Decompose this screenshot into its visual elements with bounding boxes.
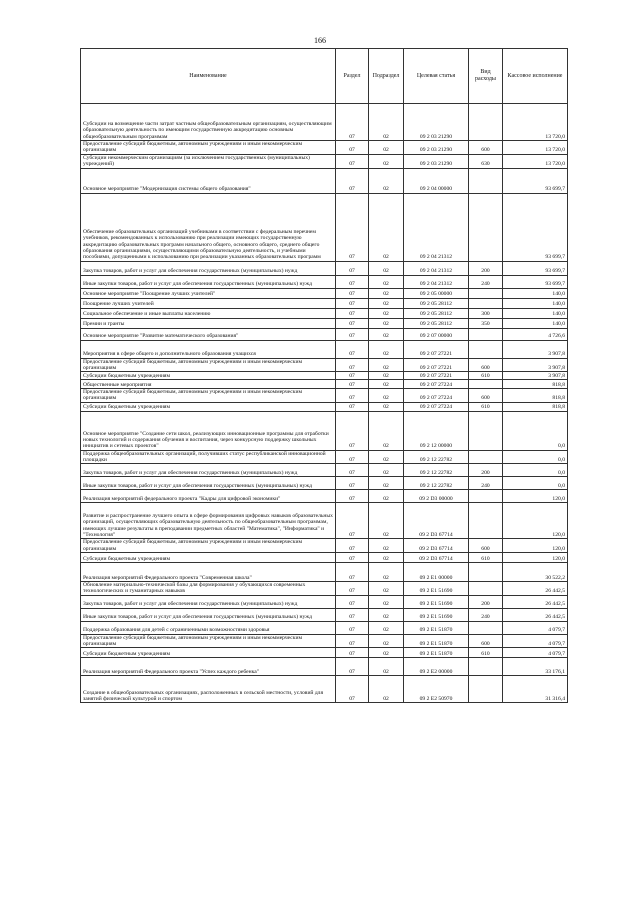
row-amount: 93 699,7 bbox=[503, 261, 568, 275]
row-name: Субсидии бюджетным учреждениям bbox=[81, 402, 336, 411]
header-name: Наименование bbox=[81, 49, 336, 104]
row-target: 09 2 07 27224 bbox=[404, 402, 469, 411]
table-row bbox=[81, 154, 568, 168]
row-exp-type bbox=[469, 193, 503, 261]
row-subsection: 02 bbox=[369, 372, 404, 380]
row-exp-type: 610 bbox=[469, 372, 503, 380]
row-amount: 4 079,7 bbox=[503, 648, 568, 658]
row-subsection: 02 bbox=[369, 168, 404, 193]
row-amount: 818,8 bbox=[503, 380, 568, 389]
row-amount: 26 442,5 bbox=[503, 581, 568, 595]
table-row bbox=[81, 658, 568, 676]
table-row bbox=[81, 608, 568, 621]
row-exp-type: 300 bbox=[469, 308, 503, 318]
row-exp-type bbox=[469, 562, 503, 581]
header-amount: Кассовое исполнение bbox=[503, 49, 568, 104]
table-row bbox=[81, 411, 568, 450]
row-name: Обеспечение образовательных организаций учебниками в соответствии с федеральным перечнем учебников, рекомендованных к использованию при реализации имеющих государственную аккредитацию образовательных программ начального общего, основного общего, среднего общего образования организациями, осуществляющими образовательную деятельность, и учебными пособиями, допущенными к использованию при реализации указанных образовательных программ bbox=[81, 193, 336, 261]
row-subsection: 02 bbox=[369, 450, 404, 464]
row-exp-type bbox=[469, 581, 503, 595]
row-amount: 140,0 bbox=[503, 298, 568, 308]
table-row bbox=[81, 288, 568, 298]
row-target: 09 2 12 00000 bbox=[404, 411, 469, 450]
row-exp-type: 610 bbox=[469, 648, 503, 658]
table-row bbox=[81, 141, 568, 155]
row-amount: 33 176,1 bbox=[503, 658, 568, 676]
row-target: 09 2 03 21290 bbox=[404, 141, 469, 155]
row-amount: 3 907,8 bbox=[503, 358, 568, 372]
row-section: 07 bbox=[336, 450, 369, 464]
row-section: 07 bbox=[336, 358, 369, 372]
row-target: 09 2 03 21290 bbox=[404, 104, 469, 141]
row-section: 07 bbox=[336, 552, 369, 562]
row-target: 09 2 03 21290 bbox=[404, 154, 469, 168]
table-row bbox=[81, 389, 568, 403]
row-amount: 4 079,7 bbox=[503, 621, 568, 634]
row-target: 09 2 E1 00000 bbox=[404, 562, 469, 581]
row-exp-type bbox=[469, 411, 503, 450]
row-section: 07 bbox=[336, 308, 369, 318]
row-subsection: 02 bbox=[369, 676, 404, 703]
row-subsection: 02 bbox=[369, 193, 404, 261]
row-target: 09 2 05 28112 bbox=[404, 298, 469, 308]
row-section: 07 bbox=[336, 464, 369, 477]
row-section: 07 bbox=[336, 539, 369, 553]
row-name: Поощрение лучших учителей bbox=[81, 298, 336, 308]
row-amount: 93 699,7 bbox=[503, 168, 568, 193]
table-row bbox=[81, 328, 568, 340]
row-exp-type bbox=[469, 168, 503, 193]
table-row bbox=[81, 581, 568, 595]
row-subsection: 02 bbox=[369, 275, 404, 288]
row-amount: 4 079,7 bbox=[503, 634, 568, 648]
table-body bbox=[81, 104, 568, 703]
row-amount: 120,0 bbox=[503, 490, 568, 503]
row-subsection: 02 bbox=[369, 477, 404, 490]
row-target: 09 2 D3 67714 bbox=[404, 552, 469, 562]
row-exp-type: 600 bbox=[469, 389, 503, 403]
row-target: 09 2 12 22782 bbox=[404, 477, 469, 490]
row-name: Субсидии некоммерческим организациям (за исключением государственных (муниципальных) учреждений) bbox=[81, 154, 336, 168]
row-subsection: 02 bbox=[369, 608, 404, 621]
table-row bbox=[81, 340, 568, 358]
table-row bbox=[81, 275, 568, 288]
row-section: 07 bbox=[336, 168, 369, 193]
row-exp-type: 240 bbox=[469, 275, 503, 288]
header-subsection: Подраздел bbox=[369, 49, 404, 104]
row-amount: 140,0 bbox=[503, 318, 568, 328]
row-target: 09 2 12 22782 bbox=[404, 450, 469, 464]
row-target: 09 2 E1 51870 bbox=[404, 621, 469, 634]
row-section: 07 bbox=[336, 621, 369, 634]
row-exp-type: 600 bbox=[469, 634, 503, 648]
row-exp-type bbox=[469, 328, 503, 340]
table-row bbox=[81, 490, 568, 503]
row-amount: 31 316,4 bbox=[503, 676, 568, 703]
row-subsection: 02 bbox=[369, 552, 404, 562]
table-header-row bbox=[81, 49, 568, 104]
row-name: Предоставление субсидий бюджетным, автономным учреждениям и иным некоммерческим организациям bbox=[81, 634, 336, 648]
row-name: Обновление материально-технической базы для формирования у обучающихся современных технологических и гуманитарных навыков bbox=[81, 581, 336, 595]
row-subsection: 02 bbox=[369, 648, 404, 658]
row-exp-type: 240 bbox=[469, 608, 503, 621]
row-subsection: 02 bbox=[369, 503, 404, 539]
row-target: 09 2 07 27221 bbox=[404, 372, 469, 380]
row-target: 09 2 E1 51870 bbox=[404, 648, 469, 658]
row-exp-type: 600 bbox=[469, 539, 503, 553]
row-name: Иные закупки товаров, работ и услуг для обеспечения государственных (муниципальных) нужд bbox=[81, 477, 336, 490]
table-row bbox=[81, 372, 568, 380]
row-exp-type bbox=[469, 503, 503, 539]
row-subsection: 02 bbox=[369, 358, 404, 372]
row-exp-type bbox=[469, 380, 503, 389]
table-row bbox=[81, 318, 568, 328]
row-exp-type bbox=[469, 104, 503, 141]
row-name: Создание в общеобразовательных организациях, расположенных в сельской местности, условий для занятий физической культурой и спортом bbox=[81, 676, 336, 703]
row-subsection: 02 bbox=[369, 308, 404, 318]
row-amount: 120,0 bbox=[503, 503, 568, 539]
row-name: Общественные мероприятия bbox=[81, 380, 336, 389]
row-section: 07 bbox=[336, 676, 369, 703]
row-section: 07 bbox=[336, 648, 369, 658]
row-subsection: 02 bbox=[369, 141, 404, 155]
row-name: Развитие и распространение лучшего опыта в сфере формирования цифровых навыков образовательных организаций, осуществляющих образовательную деятельность по общеобразовательным программам, имеющих лучшие результаты в преподавании предметных областей "Математика", "Информатика" и "Технология" bbox=[81, 503, 336, 539]
row-target: 09 2 07 27221 bbox=[404, 340, 469, 358]
table-row bbox=[81, 634, 568, 648]
row-target: 09 2 D3 67714 bbox=[404, 503, 469, 539]
row-target: 09 2 05 00000 bbox=[404, 288, 469, 298]
row-section: 07 bbox=[336, 380, 369, 389]
row-target: 09 2 E2 00000 bbox=[404, 658, 469, 676]
row-amount: 140,0 bbox=[503, 288, 568, 298]
row-subsection: 02 bbox=[369, 634, 404, 648]
row-amount: 93 699,7 bbox=[503, 275, 568, 288]
row-exp-type bbox=[469, 490, 503, 503]
row-name: Предоставление субсидий бюджетным, автономным учреждениям и иным некоммерческим организациям bbox=[81, 141, 336, 155]
row-name: Субсидии на возмещение части затрат частным общеобразовательным организациям, осуществляющим образовательную деятельность по имеющим государственную аккредитацию основным общеобразовательным программам bbox=[81, 104, 336, 141]
row-exp-type: 200 bbox=[469, 595, 503, 608]
row-name: Иные закупки товаров, работ и услуг для обеспечения государственных (муниципальных) нужд bbox=[81, 608, 336, 621]
row-name: Закупка товаров, работ и услуг для обеспечения государственных (муниципальных) нужд bbox=[81, 595, 336, 608]
row-exp-type bbox=[469, 658, 503, 676]
row-amount: 30 522,2 bbox=[503, 562, 568, 581]
row-target: 09 2 E1 51690 bbox=[404, 608, 469, 621]
row-target: 09 2 04 21312 bbox=[404, 261, 469, 275]
row-amount: 93 699,7 bbox=[503, 193, 568, 261]
row-name: Премии и гранты bbox=[81, 318, 336, 328]
row-amount: 26 442,5 bbox=[503, 595, 568, 608]
row-target: 09 2 04 00000 bbox=[404, 168, 469, 193]
row-amount: 13 720,0 bbox=[503, 104, 568, 141]
row-subsection: 02 bbox=[369, 261, 404, 275]
row-section: 07 bbox=[336, 658, 369, 676]
row-exp-type: 350 bbox=[469, 318, 503, 328]
row-name: Основное мероприятие "Модернизация системы общего образования" bbox=[81, 168, 336, 193]
table-row bbox=[81, 450, 568, 464]
row-exp-type bbox=[469, 676, 503, 703]
row-subsection: 02 bbox=[369, 621, 404, 634]
row-subsection: 02 bbox=[369, 389, 404, 403]
header-exp-type: Вид расходы bbox=[469, 49, 503, 104]
row-subsection: 02 bbox=[369, 340, 404, 358]
row-section: 07 bbox=[336, 104, 369, 141]
row-exp-type bbox=[469, 621, 503, 634]
row-exp-type: 610 bbox=[469, 402, 503, 411]
table-row bbox=[81, 676, 568, 703]
table-row bbox=[81, 595, 568, 608]
row-subsection: 02 bbox=[369, 318, 404, 328]
row-section: 07 bbox=[336, 288, 369, 298]
row-subsection: 02 bbox=[369, 402, 404, 411]
row-section: 07 bbox=[336, 477, 369, 490]
row-target: 09 2 07 00000 bbox=[404, 328, 469, 340]
row-amount: 0,0 bbox=[503, 450, 568, 464]
table-row bbox=[81, 308, 568, 318]
row-name: Основное мероприятие "Поощрение лучших учителей" bbox=[81, 288, 336, 298]
row-section: 07 bbox=[336, 411, 369, 450]
row-target: 09 2 D3 67714 bbox=[404, 539, 469, 553]
table-row bbox=[81, 402, 568, 411]
row-section: 07 bbox=[336, 328, 369, 340]
row-name: Предоставление субсидий бюджетным, автономным учреждениям и иным некоммерческим организациям bbox=[81, 389, 336, 403]
row-amount: 0,0 bbox=[503, 477, 568, 490]
row-name: Социальное обеспечение и иные выплаты населению bbox=[81, 308, 336, 318]
row-target: 09 2 05 28112 bbox=[404, 308, 469, 318]
row-exp-type: 200 bbox=[469, 261, 503, 275]
row-exp-type bbox=[469, 288, 503, 298]
row-amount: 3 907,8 bbox=[503, 340, 568, 358]
row-name: Субсидии бюджетным учреждениям bbox=[81, 552, 336, 562]
table-row bbox=[81, 503, 568, 539]
row-name: Закупка товаров, работ и услуг для обеспечения государственных (муниципальных) нужд bbox=[81, 464, 336, 477]
row-name: Мероприятия в сфере общего и дополнительного образования учащихся bbox=[81, 340, 336, 358]
table-row bbox=[81, 539, 568, 553]
row-name: Основное мероприятие "Развитие математического образования" bbox=[81, 328, 336, 340]
page-number: 166 bbox=[314, 36, 326, 45]
row-subsection: 02 bbox=[369, 539, 404, 553]
table-row bbox=[81, 477, 568, 490]
table-row bbox=[81, 358, 568, 372]
row-section: 07 bbox=[336, 595, 369, 608]
row-subsection: 02 bbox=[369, 464, 404, 477]
row-section: 07 bbox=[336, 154, 369, 168]
row-amount: 140,0 bbox=[503, 308, 568, 318]
row-amount: 0,0 bbox=[503, 464, 568, 477]
row-section: 07 bbox=[336, 608, 369, 621]
row-subsection: 02 bbox=[369, 581, 404, 595]
row-exp-type: 240 bbox=[469, 477, 503, 490]
row-exp-type bbox=[469, 298, 503, 308]
row-target: 09 2 D3 00000 bbox=[404, 490, 469, 503]
row-section: 07 bbox=[336, 261, 369, 275]
row-subsection: 02 bbox=[369, 595, 404, 608]
row-target: 09 2 E2 50970 bbox=[404, 676, 469, 703]
row-section: 07 bbox=[336, 372, 369, 380]
row-target: 09 2 12 22782 bbox=[404, 464, 469, 477]
row-subsection: 02 bbox=[369, 380, 404, 389]
row-section: 07 bbox=[336, 389, 369, 403]
row-section: 07 bbox=[336, 141, 369, 155]
row-section: 07 bbox=[336, 193, 369, 261]
row-exp-type: 600 bbox=[469, 358, 503, 372]
row-exp-type: 600 bbox=[469, 141, 503, 155]
row-section: 07 bbox=[336, 490, 369, 503]
row-exp-type bbox=[469, 450, 503, 464]
row-name: Субсидии бюджетным учреждениям bbox=[81, 372, 336, 380]
header-section: Раздел bbox=[336, 49, 369, 104]
row-target: 09 2 04 21312 bbox=[404, 275, 469, 288]
row-target: 09 2 E1 51870 bbox=[404, 634, 469, 648]
row-amount: 818,8 bbox=[503, 402, 568, 411]
row-amount: 120,0 bbox=[503, 552, 568, 562]
row-target: 09 2 E1 51690 bbox=[404, 581, 469, 595]
row-subsection: 02 bbox=[369, 658, 404, 676]
row-name: Основное мероприятие "Создание сети школ, реализующих инновационные программы для отработки новых технологий и содержания обучения и воспитания, через конкурсную поддержку школьных инициатив и сетевых проектов" bbox=[81, 411, 336, 450]
row-exp-type: 200 bbox=[469, 464, 503, 477]
row-subsection: 02 bbox=[369, 411, 404, 450]
row-name: Иные закупки товаров, работ и услуг для обеспечения государственных (муниципальных) нужд bbox=[81, 275, 336, 288]
row-section: 07 bbox=[336, 503, 369, 539]
row-target: 09 2 E1 51690 bbox=[404, 595, 469, 608]
row-amount: 0,0 bbox=[503, 411, 568, 450]
row-section: 07 bbox=[336, 562, 369, 581]
row-amount: 818,8 bbox=[503, 389, 568, 403]
row-exp-type: 630 bbox=[469, 154, 503, 168]
row-amount: 13 720,0 bbox=[503, 154, 568, 168]
row-name: Поддержка общеобразовательных организаций, получивших статус республиканской инновационной площадки bbox=[81, 450, 336, 464]
row-section: 07 bbox=[336, 340, 369, 358]
row-target: 09 2 07 27221 bbox=[404, 358, 469, 372]
table-row bbox=[81, 104, 568, 141]
row-name: Поддержка образования для детей с ограниченными возможностями здоровья bbox=[81, 621, 336, 634]
row-subsection: 02 bbox=[369, 104, 404, 141]
row-name: Предоставление субсидий бюджетным, автономным учреждениям и иным некоммерческим организациям bbox=[81, 539, 336, 553]
table-row bbox=[81, 261, 568, 275]
budget-table bbox=[80, 48, 568, 703]
row-amount: 26 442,5 bbox=[503, 608, 568, 621]
row-exp-type: 610 bbox=[469, 552, 503, 562]
table-row bbox=[81, 380, 568, 389]
header-target: Целевая статья bbox=[404, 49, 469, 104]
row-target: 09 2 04 21312 bbox=[404, 193, 469, 261]
row-target: 09 2 07 27224 bbox=[404, 380, 469, 389]
row-amount: 120,0 bbox=[503, 539, 568, 553]
table-row bbox=[81, 298, 568, 308]
row-section: 07 bbox=[336, 581, 369, 595]
row-subsection: 02 bbox=[369, 288, 404, 298]
table-row bbox=[81, 168, 568, 193]
row-target: 09 2 05 28112 bbox=[404, 318, 469, 328]
row-exp-type bbox=[469, 340, 503, 358]
table-row bbox=[81, 464, 568, 477]
row-section: 07 bbox=[336, 634, 369, 648]
table-row bbox=[81, 552, 568, 562]
row-name: Реализация мероприятий федерального проекта "Кадры для цифровой экономики" bbox=[81, 490, 336, 503]
row-section: 07 bbox=[336, 318, 369, 328]
row-amount: 4 726,6 bbox=[503, 328, 568, 340]
row-name: Закупка товаров, работ и услуг для обеспечения государственных (муниципальных) нужд bbox=[81, 261, 336, 275]
table-row bbox=[81, 648, 568, 658]
table-row bbox=[81, 621, 568, 634]
row-name: Субсидии бюджетным учреждениям bbox=[81, 648, 336, 658]
row-section: 07 bbox=[336, 402, 369, 411]
row-subsection: 02 bbox=[369, 154, 404, 168]
row-subsection: 02 bbox=[369, 328, 404, 340]
row-target: 09 2 07 27224 bbox=[404, 389, 469, 403]
row-name: Предоставление субсидий бюджетным, автономным учреждениям и иным некоммерческим организациям bbox=[81, 358, 336, 372]
row-section: 07 bbox=[336, 298, 369, 308]
row-subsection: 02 bbox=[369, 562, 404, 581]
table-row bbox=[81, 562, 568, 581]
row-subsection: 02 bbox=[369, 490, 404, 503]
table-row bbox=[81, 193, 568, 261]
row-name: Реализация мероприятий Федерального проекта "Успех каждого ребенка" bbox=[81, 658, 336, 676]
row-name: Реализация мероприятий Федерального проекта "Современная школа" bbox=[81, 562, 336, 581]
row-section: 07 bbox=[336, 275, 369, 288]
row-amount: 13 720,0 bbox=[503, 141, 568, 155]
row-amount: 3 907,8 bbox=[503, 372, 568, 380]
row-subsection: 02 bbox=[369, 298, 404, 308]
